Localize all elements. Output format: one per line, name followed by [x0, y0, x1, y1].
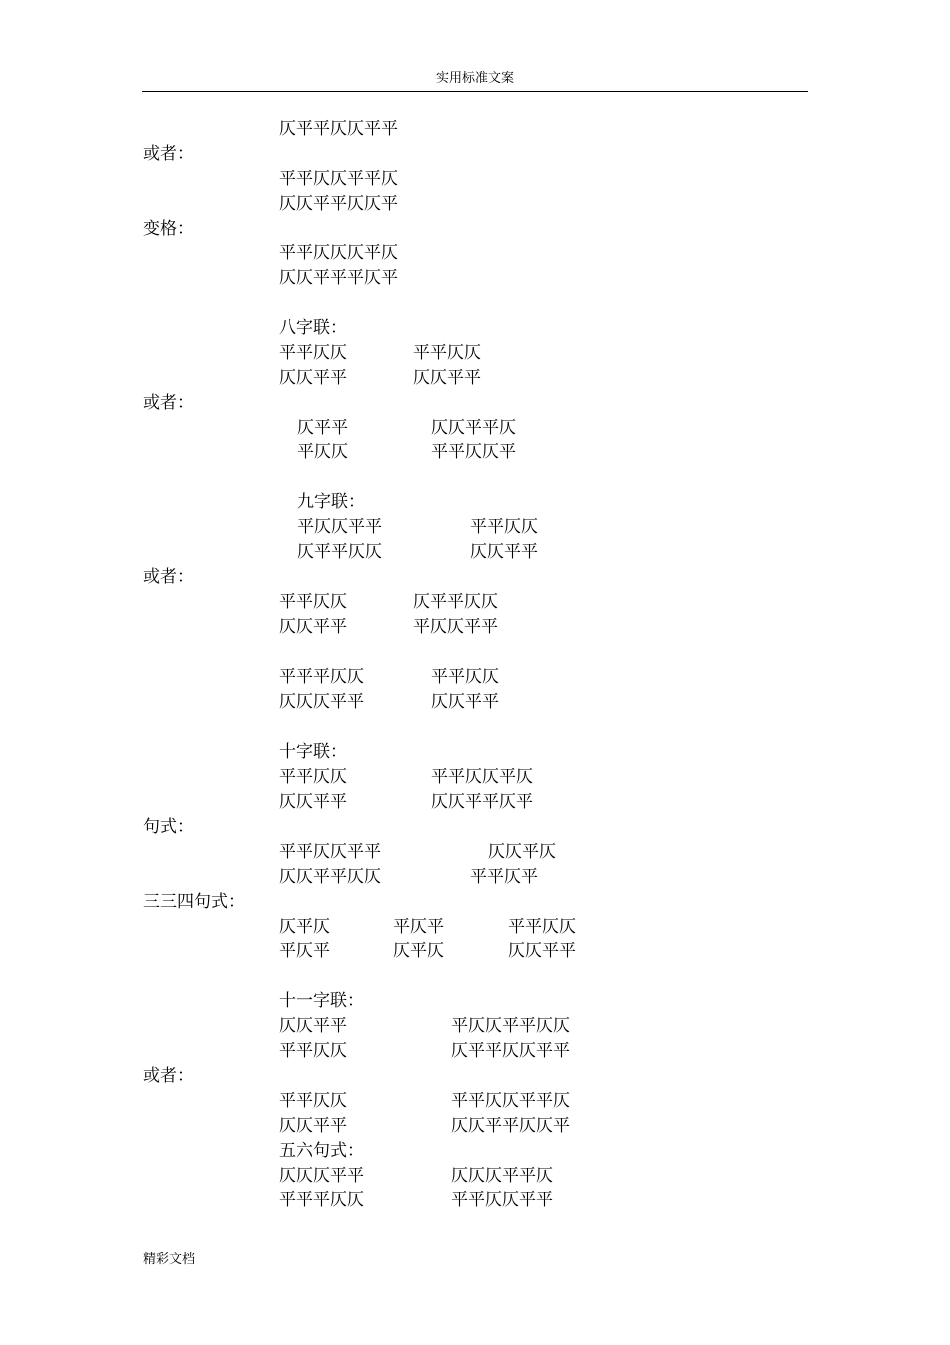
tone-pattern-line: 仄平仄: [279, 917, 330, 937]
section-label: 变格：: [143, 219, 194, 239]
tone-pattern-line: 仄平平仄仄: [297, 542, 382, 562]
section-label: 九字联：: [297, 492, 365, 512]
tone-pattern-line: 仄仄仄平平: [279, 1166, 364, 1186]
tone-pattern-line: 平仄仄平平: [413, 617, 498, 637]
section-label: 或者：: [143, 144, 194, 164]
section-label: 十字联：: [279, 742, 347, 762]
tone-pattern-line: 平仄仄平平仄仄: [451, 1016, 570, 1036]
tone-pattern-line: 仄仄平平: [508, 941, 576, 961]
tone-pattern-line: 仄仄仄平平: [279, 692, 364, 712]
tone-pattern-line: 平仄平: [279, 941, 330, 961]
section-label: 句式：: [143, 817, 194, 837]
tone-pattern-line: 仄平平仄仄平平: [279, 119, 398, 139]
page-header-title: 实用标准文案: [435, 71, 514, 86]
tone-pattern-line: 平平仄仄: [470, 517, 538, 537]
tone-pattern-line: 仄平平仄仄平平: [451, 1041, 570, 1061]
section-label: 或者：: [143, 1066, 194, 1086]
section-label: 八字联：: [279, 318, 347, 338]
tone-pattern-line: 仄平平仄仄: [413, 592, 498, 612]
section-label: 十一字联：: [279, 991, 364, 1011]
tone-pattern-line: 平平仄仄平平仄: [279, 169, 398, 189]
tone-pattern-line: 平平仄仄仄平仄: [279, 243, 398, 263]
section-label: 五六句式：: [279, 1141, 364, 1161]
tone-pattern-line: 平平仄仄: [279, 1041, 347, 1061]
tone-pattern-line: 平平仄仄: [508, 917, 576, 937]
page-footer-text: 精彩文档: [143, 1252, 196, 1267]
tone-pattern-line: 仄仄平平仄平: [431, 792, 533, 812]
section-label: 或者：: [143, 567, 194, 587]
header-divider: [142, 91, 808, 92]
tone-pattern-line: 仄仄平平: [279, 1116, 347, 1136]
tone-pattern-line: 平平仄仄: [413, 343, 481, 363]
tone-pattern-line: 平平仄仄: [431, 667, 499, 687]
tone-pattern-line: 仄仄平平: [413, 368, 481, 388]
tone-pattern-line: 仄仄平平仄: [431, 418, 516, 438]
tone-pattern-line: 仄仄平平: [279, 368, 347, 388]
tone-pattern-line: 仄仄平平: [470, 542, 538, 562]
tone-pattern-line: 平仄平: [393, 917, 444, 937]
tone-pattern-line: 仄仄仄平平仄: [451, 1166, 553, 1186]
section-label: 或者：: [143, 393, 194, 413]
tone-pattern-line: 平平平仄仄: [279, 667, 364, 687]
tone-pattern-line: 仄仄平平: [279, 1016, 347, 1036]
tone-pattern-line: 平平仄仄平: [431, 442, 516, 462]
tone-pattern-line: 仄仄平平平仄平: [279, 268, 398, 288]
section-label: 三三四句式：: [143, 892, 245, 912]
tone-pattern-line: 平仄仄平平: [297, 517, 382, 537]
tone-pattern-line: 平平平仄仄: [279, 1190, 364, 1210]
tone-pattern-line: 平平仄仄平平仄: [451, 1091, 570, 1111]
tone-pattern-line: 仄仄平仄: [488, 842, 556, 862]
tone-pattern-line: 仄仄平平仄仄平: [451, 1116, 570, 1136]
tone-pattern-line: 平平仄仄: [279, 592, 347, 612]
tone-pattern-line: 仄仄平平: [279, 617, 347, 637]
tone-pattern-line: 仄仄平平: [431, 692, 499, 712]
tone-pattern-line: 仄仄平平: [279, 792, 347, 812]
tone-pattern-line: 平平仄仄: [279, 767, 347, 787]
tone-pattern-line: 仄平平: [297, 418, 348, 438]
tone-pattern-line: 仄平仄: [393, 941, 444, 961]
tone-pattern-line: 平仄仄: [297, 442, 348, 462]
tone-pattern-line: 平平仄仄: [279, 1091, 347, 1111]
tone-pattern-line: 平平仄仄平平: [279, 842, 381, 862]
tone-pattern-line: 平平仄仄平仄: [431, 767, 533, 787]
tone-pattern-line: 平平仄平: [470, 867, 538, 887]
tone-pattern-line: 仄仄平平仄仄: [279, 867, 381, 887]
tone-pattern-line: 仄仄平平仄仄平: [279, 194, 398, 214]
tone-pattern-line: 平平仄仄: [279, 343, 347, 363]
tone-pattern-line: 平平仄仄平平: [451, 1190, 553, 1210]
